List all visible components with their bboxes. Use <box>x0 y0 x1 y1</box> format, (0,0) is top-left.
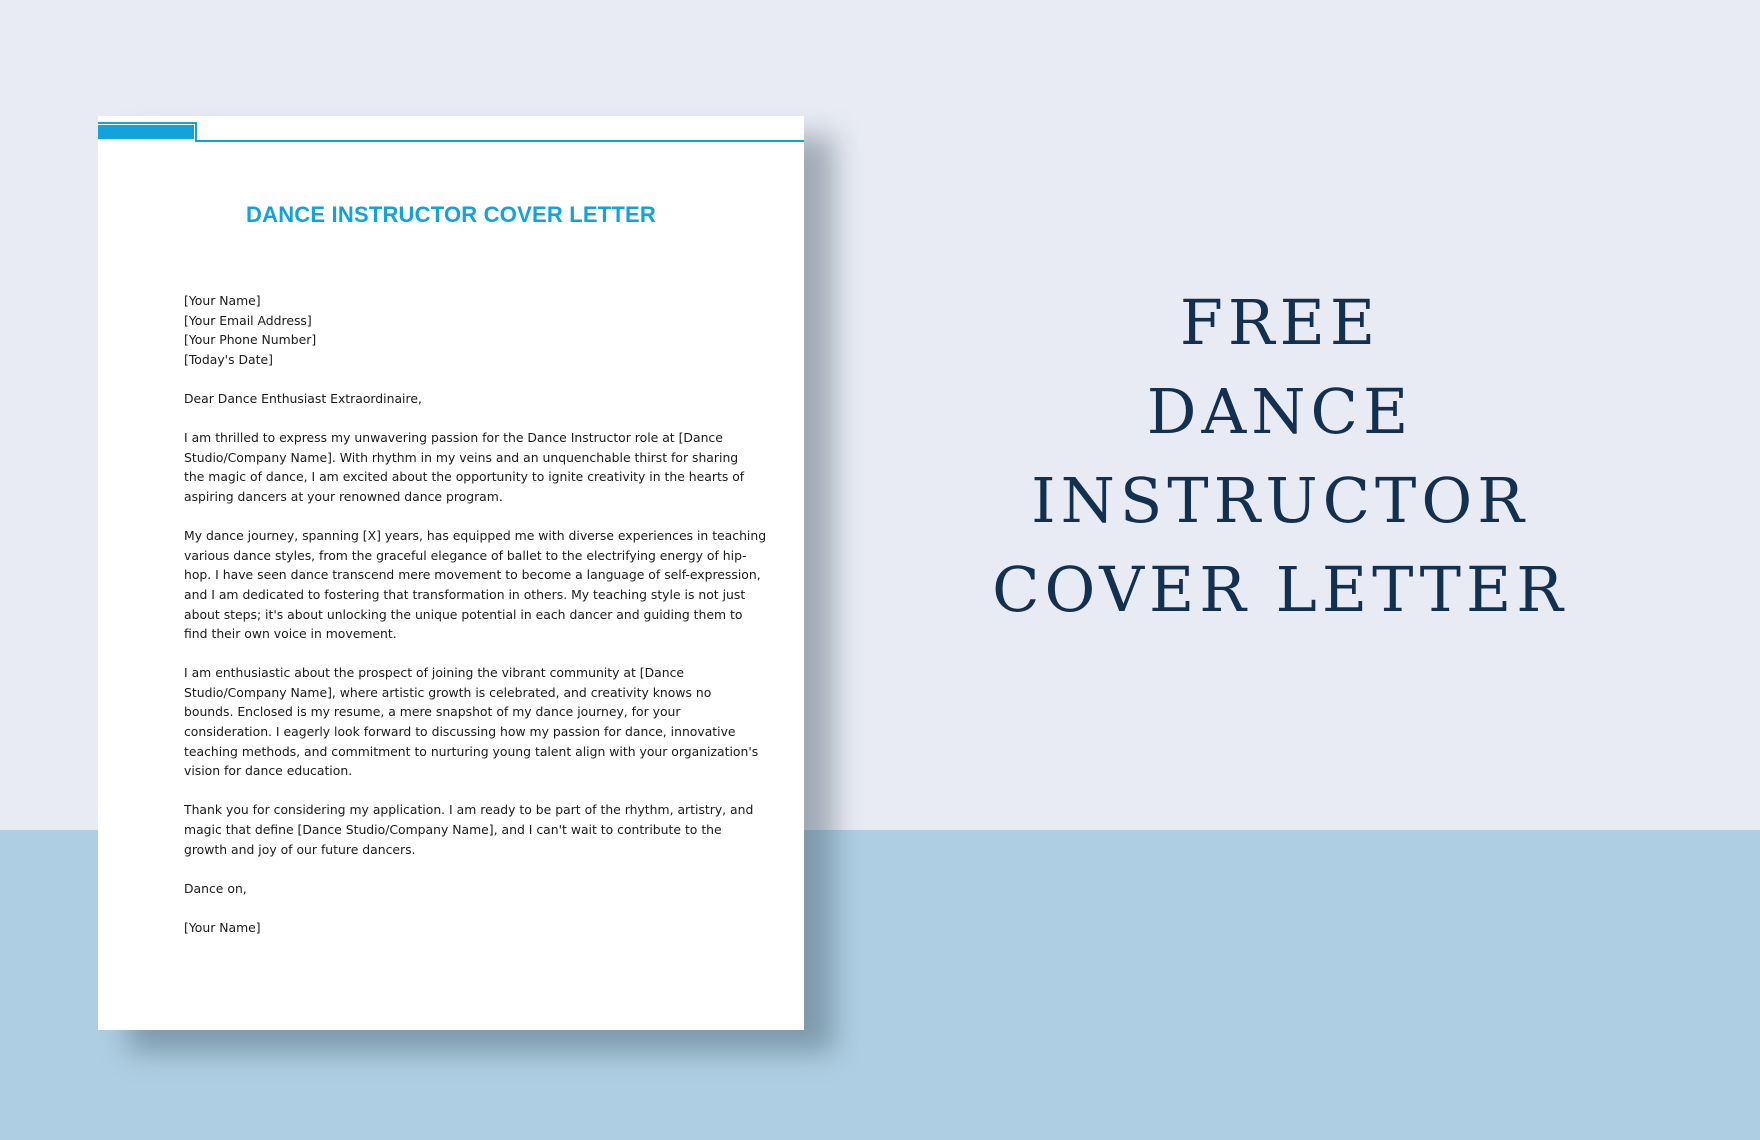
letter-body <box>184 291 767 957</box>
sender-email: [Your Email Address] <box>184 312 312 328</box>
sender-date: [Today's Date] <box>184 351 273 367</box>
paragraph-3: I am enthusiastic about the prospect of joining the vibrant community at [Dance Studio/Company Name], where artistic growth is celebrated, and creativity knows no bounds. Enclosed is my resume, a mere snapshot of my dance journey, for your consideration. I eagerly look forward to discussing how my passion for dance, innovative teaching methods, and commitment to nurturing young talent align with your organization's vision for dance education. <box>184 665 759 779</box>
header-rule <box>197 140 804 142</box>
paragraph-1: I am thrilled to express my unwavering passion for the Dance Instructor role at [Dance Studio/Company Name]. With rhythm in my veins and an unquenchable thirst for sharing the magic of dance, I am excited about the opportunity to ignite creativity in the hearts of aspiring dancers at your renowned dance program. <box>184 430 745 504</box>
sender-phone: [Your Phone Number] <box>184 332 317 348</box>
hero-line-instructor: INSTRUCTOR <box>1031 464 1529 537</box>
salutation: Dear Dance Enthusiast Extraordinaire, <box>184 390 422 406</box>
letter-page <box>98 116 804 1030</box>
hero-line-cover-letter: COVER LETTER <box>992 553 1568 626</box>
letter-title: DANCE INSTRUCTOR COVER LETTER <box>246 202 656 227</box>
paragraph-2: My dance journey, spanning [X] years, has equipped me with diverse experiences in teaching various dance styles, from the graceful elegance of ballet to the electrifying energy of hip- hop. I have seen dance transcend mere movement to become a language of self-expression, and I am dedicated to fostering that transformation in others. My teaching style is not just about steps; it's about unlocking the unique potential in each dancer and guiding them to find their own voice in movement. <box>184 528 767 642</box>
signature: [Your Name] <box>184 920 261 935</box>
hero-line-dance: DANCE <box>1146 375 1414 448</box>
closing: Dance on, <box>184 880 247 896</box>
paragraph-4: Thank you for considering my application. I am ready to be part of the rhythm, artistry, and magic that define [Dance Studio/Company Name], and I can't wait to contribute to the growth and joy of our future dancers. <box>184 802 754 857</box>
sender-block <box>184 291 744 369</box>
header-accent-bar <box>98 125 194 139</box>
sender-name: [Your Name] <box>184 293 261 308</box>
hero-title <box>990 278 1570 634</box>
hero-line-free: FREE <box>1179 286 1381 359</box>
